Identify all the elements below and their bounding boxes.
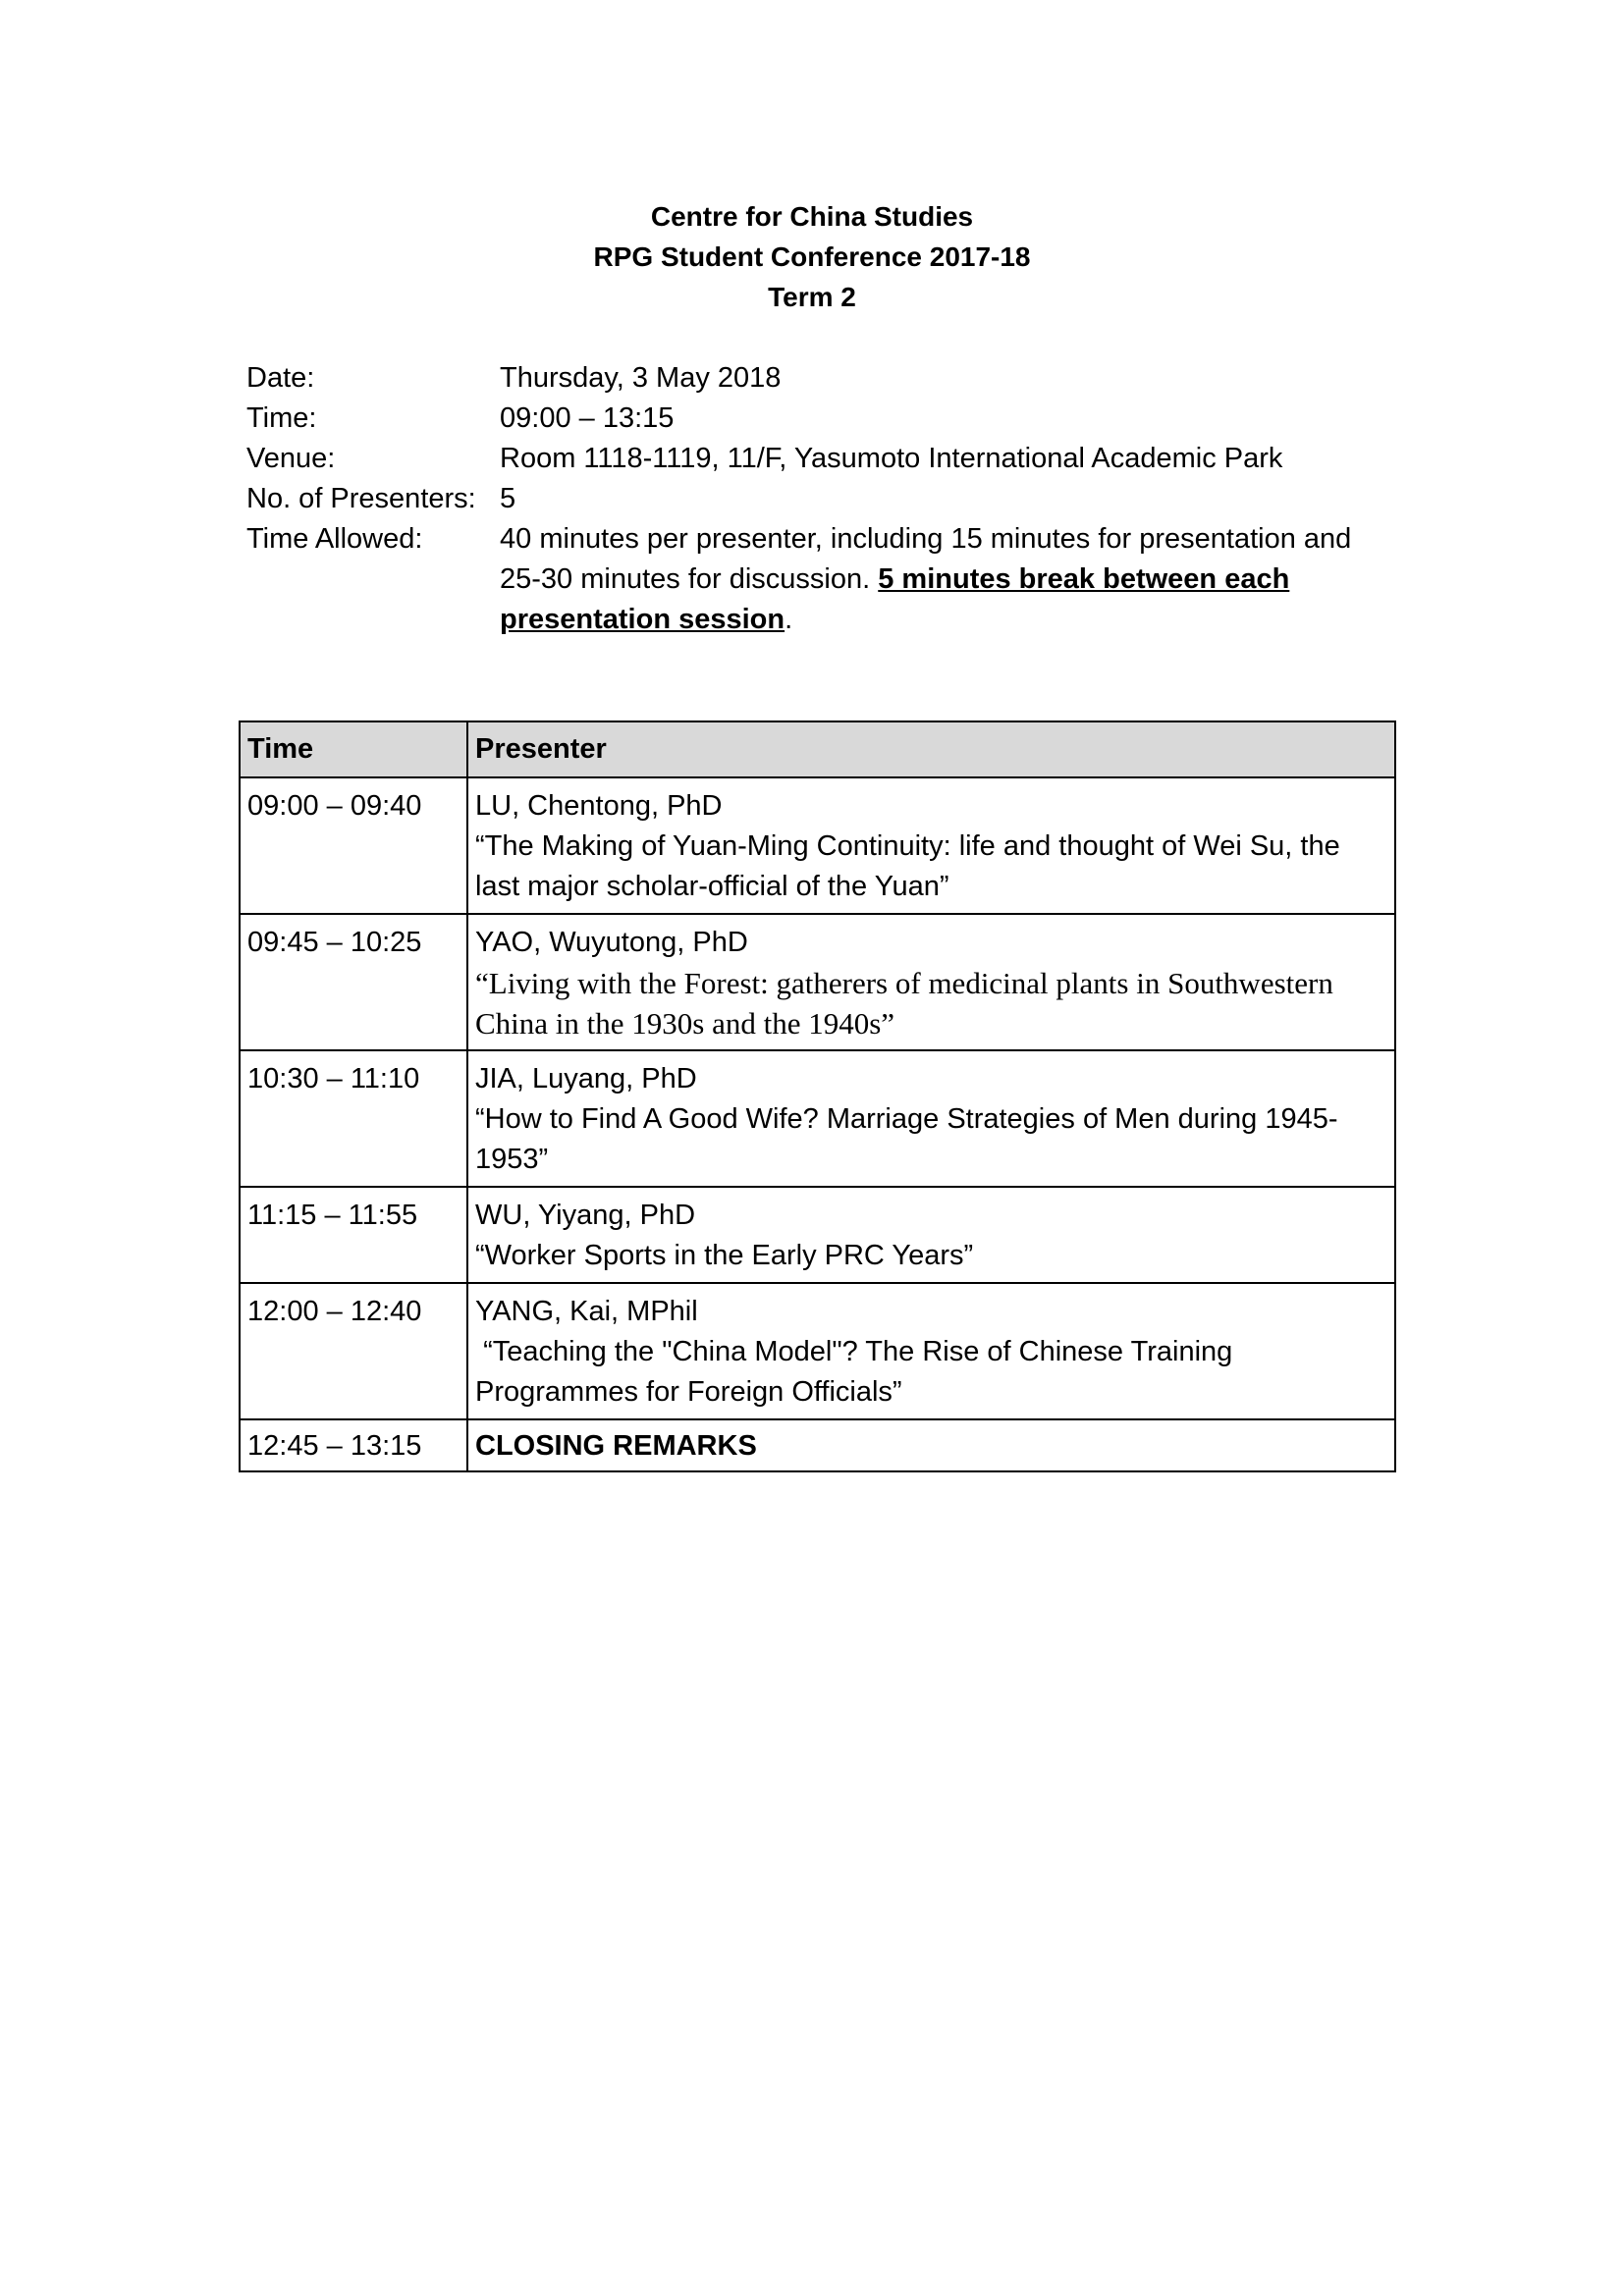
presenters-row [246, 479, 1385, 519]
presenter-name: JIA, Luyang, PhD [475, 1063, 697, 1095]
schedule-table [239, 721, 1396, 1472]
presenter-name: LU, Chentong, PhD [475, 790, 723, 822]
table-header-row [240, 721, 1395, 777]
date-label: Date: [246, 362, 315, 394]
session-time: 11:15 – 11:55 [240, 1187, 467, 1283]
session-time: 09:00 – 09:40 [240, 777, 467, 914]
venue-row [246, 439, 1385, 479]
conference-title: RPG Student Conference 2017-18 [593, 241, 1031, 272]
event-details [246, 358, 1385, 640]
venue-value: Room 1118-1119, 11/F, Yasumoto International Academic Park [500, 443, 1283, 474]
session-time: 10:30 – 11:10 [240, 1050, 467, 1187]
session-time: 12:00 – 12:40 [240, 1283, 467, 1419]
presenters-value: 5 [500, 483, 516, 514]
document-heading [0, 196, 1624, 317]
session-time: 09:45 – 10:25 [240, 914, 467, 1050]
session-details [467, 1050, 1395, 1187]
time-allowed-value [500, 519, 1385, 640]
time-row [246, 399, 1385, 439]
session-time: 12:45 – 13:15 [240, 1419, 467, 1471]
venue-label: Venue: [246, 443, 336, 474]
presenter-column-header: Presenter [467, 721, 1395, 777]
date-row [246, 358, 1385, 399]
term-label: Term 2 [768, 282, 856, 312]
session-details [467, 1283, 1395, 1419]
table-row [240, 1419, 1395, 1471]
presenter-name: YAO, Wuyutong, PhD [475, 927, 748, 958]
table-row [240, 1187, 1395, 1283]
table-row [240, 777, 1395, 914]
presenters-label: No. of Presenters: [246, 483, 476, 514]
table-row [240, 914, 1395, 1050]
table-row [240, 1283, 1395, 1419]
break-note: 5 minutes break between each presentation session [500, 563, 1290, 635]
date-value: Thursday, 3 May 2018 [500, 362, 782, 394]
time-value: 09:00 – 13:15 [500, 402, 675, 434]
break-note-period: . [785, 604, 793, 635]
presentation-title: “Teaching the "China Model"? The Rise of Chinese Training Programmes for Foreign Officials” [475, 1336, 1241, 1408]
presentation-title: “How to Find A Good Wife? Marriage Strategies of Men during 1945-1953” [475, 1103, 1338, 1175]
time-label: Time: [246, 402, 317, 434]
closing-remarks: CLOSING REMARKS [467, 1419, 1395, 1471]
presentation-title: “The Making of Yuan-Ming Continuity: life and thought of Wei Su, the last major scholar-official of the Yuan” [475, 830, 1340, 902]
presenter-name: YANG, Kai, MPhil [475, 1296, 698, 1327]
session-details [467, 1187, 1395, 1283]
time-allowed-label: Time Allowed: [246, 523, 423, 555]
presentation-title: “Living with the Forest: gatherers of medicinal plants in Southwestern China in the 1930s and the 1940s” [475, 966, 1333, 1041]
centre-name: Centre for China Studies [650, 201, 974, 232]
time-allowed-text: 40 minutes per presenter, including 15 minutes for presentation and 25-30 minutes for discussion. [500, 523, 1352, 595]
session-details [467, 914, 1395, 1050]
presentation-title: “Worker Sports in the Early PRC Years” [475, 1240, 974, 1271]
time-allowed-row [246, 519, 1385, 640]
presenter-name: WU, Yiyang, PhD [475, 1200, 696, 1231]
session-details [467, 777, 1395, 914]
time-column-header: Time [240, 721, 467, 777]
table-row [240, 1050, 1395, 1187]
